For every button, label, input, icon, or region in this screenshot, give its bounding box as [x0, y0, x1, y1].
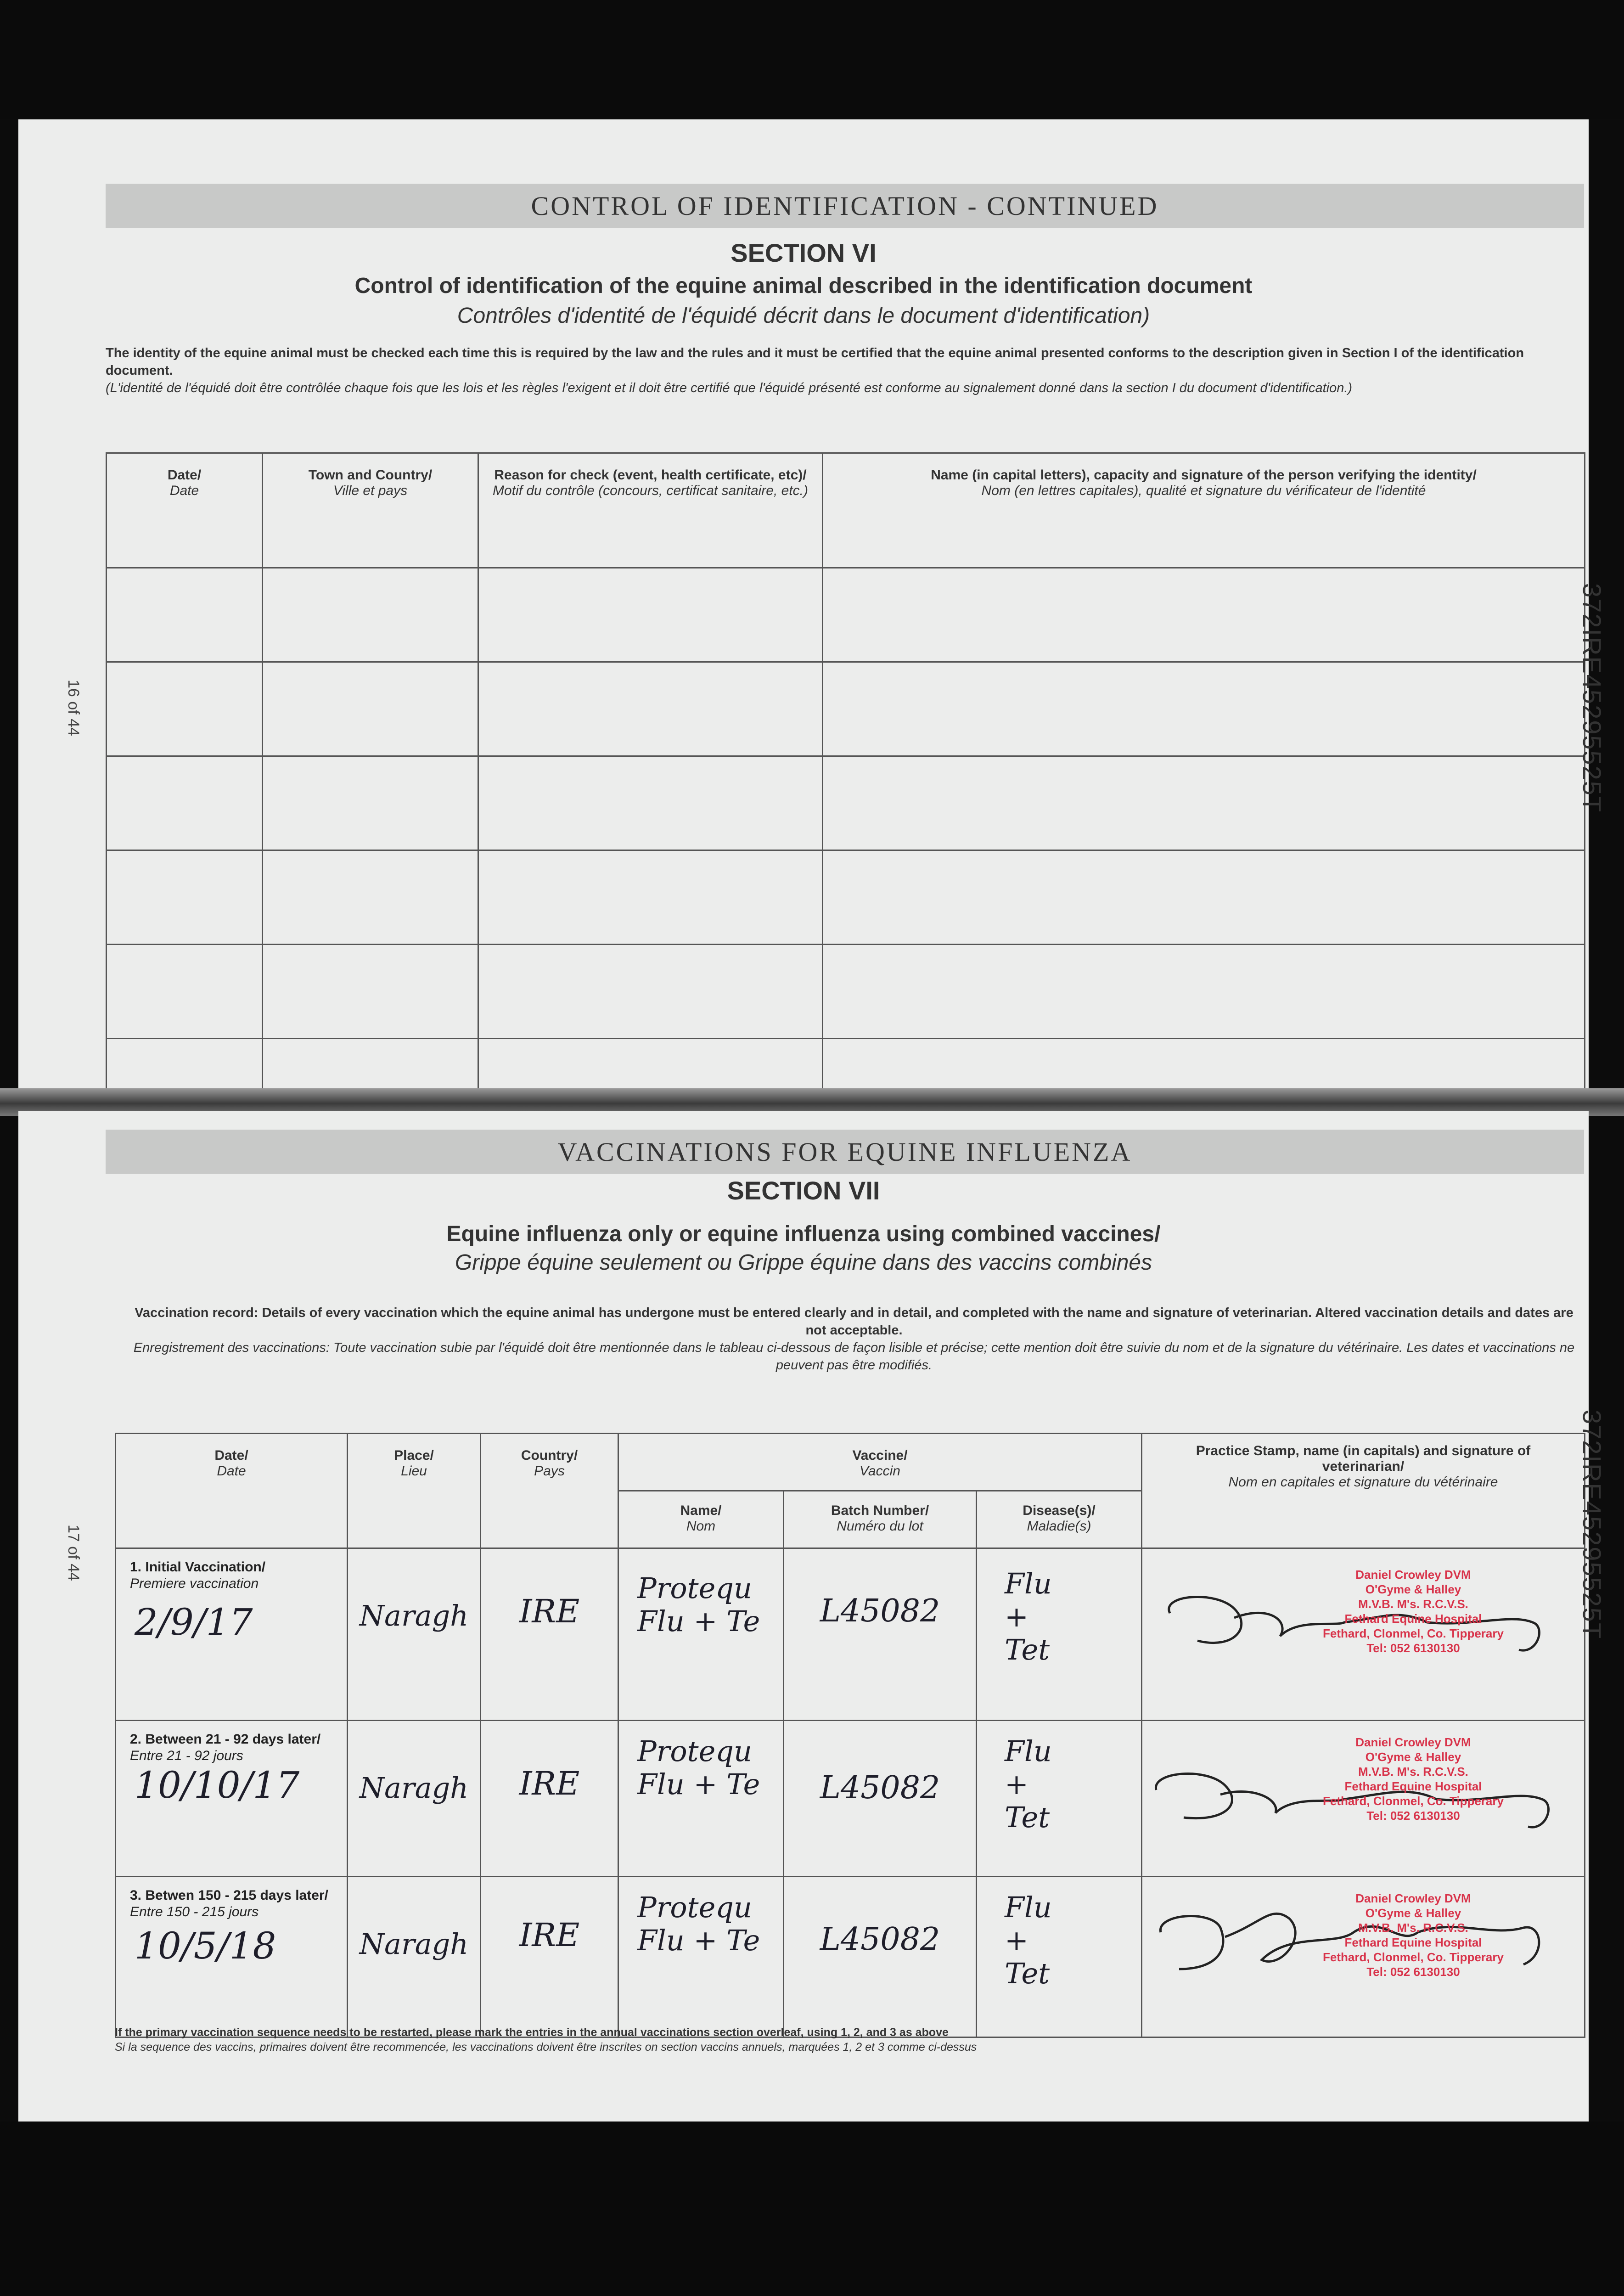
intro-paragraph: [124, 1304, 1584, 1374]
table-row: [107, 945, 1585, 1039]
col-vaccine-name: Name/ Nom: [618, 1491, 784, 1548]
practice-stamp: Daniel Crowley DVM O'Gyme & Halley M.V.B. M's. R.C.V.S. Fethard Equine Hospital Fethard, Clonmel, Co. Tipperary Tel: 052 6130130: [1323, 1891, 1504, 1979]
page-number: 17 of 44: [65, 1525, 82, 1581]
footnote-french: Si la sequence des vaccins, primaires doivent être recommencée, les vaccinations doivent être inscrites on section vaccins annuels, marquées 1, 2 et 3 comme ci-dessus: [115, 2041, 977, 2054]
vaccination-table: [115, 1433, 1585, 2038]
intro-french: Enregistrement des vaccinations: Toute vaccination subie par l'équidé doit être mentionnée dans le tableau ci-dessous de façon lisible et précise; cette mention doit être suivie du nom et de la signature du vétérinaire. Les dates et vaccinations ne peuvent pas être modifiés.: [133, 1340, 1575, 1373]
disease-cell: Flu + Tet: [977, 1548, 1142, 1721]
vaccination-row: [116, 1721, 1585, 1877]
col-practice-stamp: Practice Stamp, name (in capitals) and signature of veterinarian/ Nom en capitales et signature du vétérinaire: [1142, 1434, 1585, 1548]
country-cell: IRE: [481, 1721, 618, 1877]
heading-english: Control of identification of the equine animal described in the identification document: [354, 274, 1253, 298]
batch-number-cell: L45082: [784, 1548, 977, 1721]
date-cell: 3. Betwen 150 - 215 days later/ Entre 150 - 215 jours 10/5/18: [116, 1877, 348, 2037]
scanner-background-top: [0, 0, 1624, 119]
table-row: [107, 756, 1585, 850]
vaccination-date: 2/9/17: [135, 1601, 253, 1643]
col-verifier: Name (in capital letters), capacity and signature of the person verifying the identity/ Nom (en lettres capitales), qualité et signature du vérificateur de l'identité: [823, 453, 1585, 568]
section-title: SECTION VI: [731, 238, 877, 267]
intro-english: Vaccination record: Details of every vaccination which the equine animal has undergone must be entered clearly and in detail, and completed with the name and signature of veterinarian. Altered vaccination details and dates are not acceptable.: [135, 1306, 1573, 1338]
practice-stamp: Daniel Crowley DVM O'Gyme & Halley M.V.B. M's. R.C.V.S. Fethard Equine Hospital Fethard, Clonmel, Co. Tipperary Tel: 052 6130130: [1323, 1735, 1504, 1823]
section-title: SECTION VII: [727, 1176, 880, 1205]
passport-page-17: [18, 1111, 1607, 2122]
vaccination-row: [116, 1877, 1585, 2037]
country-cell: IRE: [481, 1877, 618, 2037]
practice-stamp-cell: [1142, 1548, 1585, 1721]
intro-french: (L'identité de l'équidé doit être contrôlée chaque fois que les lois et les règles l'exigent et il doit être certifié que l'équidé présenté est conforme au signalement donné dans la section I du document d'identification.): [106, 381, 1353, 395]
vaccination-date: 10/10/17: [135, 1764, 300, 1806]
practice-stamp-cell: [1142, 1877, 1585, 2037]
scanner-background-bottom: [0, 2122, 1624, 2296]
place-cell: Naragh: [348, 1877, 481, 2037]
col-disease: Disease(s)/ Maladie(s): [977, 1491, 1142, 1548]
table-row: [107, 850, 1585, 945]
batch-number-cell: L45082: [784, 1877, 977, 2037]
place-cell: Naragh: [348, 1548, 481, 1721]
document-id: 372IRE45295525T: [1578, 1410, 1607, 1640]
vaccination-row: [116, 1548, 1585, 1721]
date-cell: 2. Between 21 - 92 days later/ Entre 21 - 92 jours 10/10/17: [116, 1721, 348, 1877]
intro-english: The identity of the equine animal must be checked each time this is required by the law and the rules and it must be certified that the equine animal presented conforms to the description given in Section I of the identification document.: [106, 346, 1524, 378]
country-cell: IRE: [481, 1548, 618, 1721]
col-town-country: Town and Country/ Ville et pays: [263, 453, 478, 568]
col-reason: Reason for check (event, health certificate, etc)/ Motif du contrôle (concours, certificat sanitaire, etc.): [478, 453, 823, 568]
intro-paragraph: [106, 344, 1584, 397]
vaccine-name-cell: Protequ Flu + Te: [618, 1548, 784, 1721]
table-row: [107, 568, 1585, 662]
document-id: 372IRE45295525T: [1578, 583, 1607, 813]
vaccine-name-cell: Protequ Flu + Te: [618, 1721, 784, 1877]
col-batch-number: Batch Number/ Numéro du lot: [784, 1491, 977, 1548]
heading-english: Equine influenza only or equine influenza using combined vaccines/: [446, 1222, 1161, 1246]
passport-page-16: [18, 119, 1607, 1093]
place-cell: Naragh: [348, 1721, 481, 1877]
batch-number-cell: L45082: [784, 1721, 977, 1877]
date-cell: 1. Initial Vaccination/ Premiere vaccination 2/9/17: [116, 1548, 348, 1721]
footnote-english: If the primary vaccination sequence needs to be restarted, please mark the entries in the annual vaccinations section overleaf, using 1, 2, and 3 as above: [115, 2026, 949, 2039]
disease-cell: Flu + Tet: [977, 1721, 1142, 1877]
section-banner: VACCINATIONS FOR EQUINE INFLUENZA: [106, 1130, 1584, 1174]
vaccine-name-cell: Protequ Flu + Te: [618, 1877, 784, 2037]
table-row: [107, 662, 1585, 756]
col-place: Place/ Lieu: [348, 1434, 481, 1548]
col-date: Date/ Date: [107, 453, 263, 568]
page-number: 16 of 44: [65, 680, 82, 736]
footnote: [115, 2025, 1584, 2054]
col-date: Date/ Date: [116, 1434, 348, 1548]
heading-french: Contrôles d'identité de l'équidé décrit dans le document d'identification): [457, 304, 1150, 328]
identification-check-table: [106, 452, 1585, 1108]
practice-stamp: Daniel Crowley DVM O'Gyme & Halley M.V.B. M's. R.C.V.S. Fethard Equine Hospital Fethard, Clonmel, Co. Tipperary Tel: 052 6130130: [1323, 1568, 1504, 1655]
heading-french: Grippe équine seulement ou Grippe équine dans des vaccins combinés: [455, 1250, 1152, 1275]
col-country: Country/ Pays: [481, 1434, 618, 1548]
section-banner: CONTROL OF IDENTIFICATION - CONTINUED: [106, 184, 1584, 228]
practice-stamp-cell: [1142, 1721, 1585, 1877]
col-vaccine: Vaccine/ Vaccin: [618, 1434, 1142, 1491]
vaccination-date: 10/5/18: [135, 1925, 276, 1967]
disease-cell: Flu + Tet: [977, 1877, 1142, 2037]
